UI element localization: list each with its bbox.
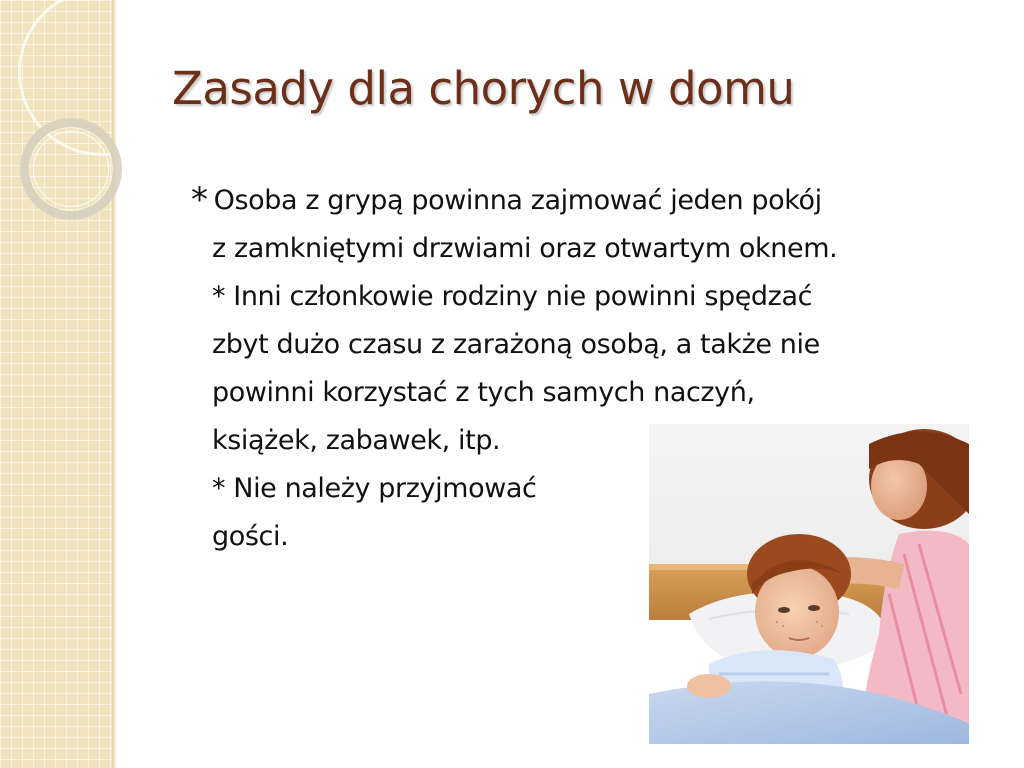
paragraph-line	[191, 176, 991, 225]
paragraph-line: książek, zabawek, itp.	[212, 425, 501, 456]
paragraph-text: Osoba z grypą powinna zajmować jeden pokój	[213, 185, 822, 216]
paragraph-line: * Inni członkowie rodziny nie powinni spędzać	[212, 281, 813, 312]
paragraph-line: z zamkniętymi drzwiami oraz otwartym oknem.	[212, 233, 838, 264]
paragraph-line: powinni korzystać z tych samych naczyń,	[212, 377, 755, 408]
decorative-ring-inner	[33, 131, 109, 207]
paragraph-line: gości.	[212, 521, 289, 552]
sick-child-photo	[649, 424, 969, 744]
paragraph-line: * Nie należy przyjmować	[212, 473, 537, 504]
slide-title: Zasady dla chorych w domu	[172, 62, 795, 115]
bullet-star: *	[191, 180, 208, 220]
paragraph-single-room	[191, 176, 991, 273]
paragraph-line: zbyt dużo czasu z zarażoną osobą, a także nie	[212, 329, 820, 360]
sick-child-illustration	[649, 424, 969, 744]
